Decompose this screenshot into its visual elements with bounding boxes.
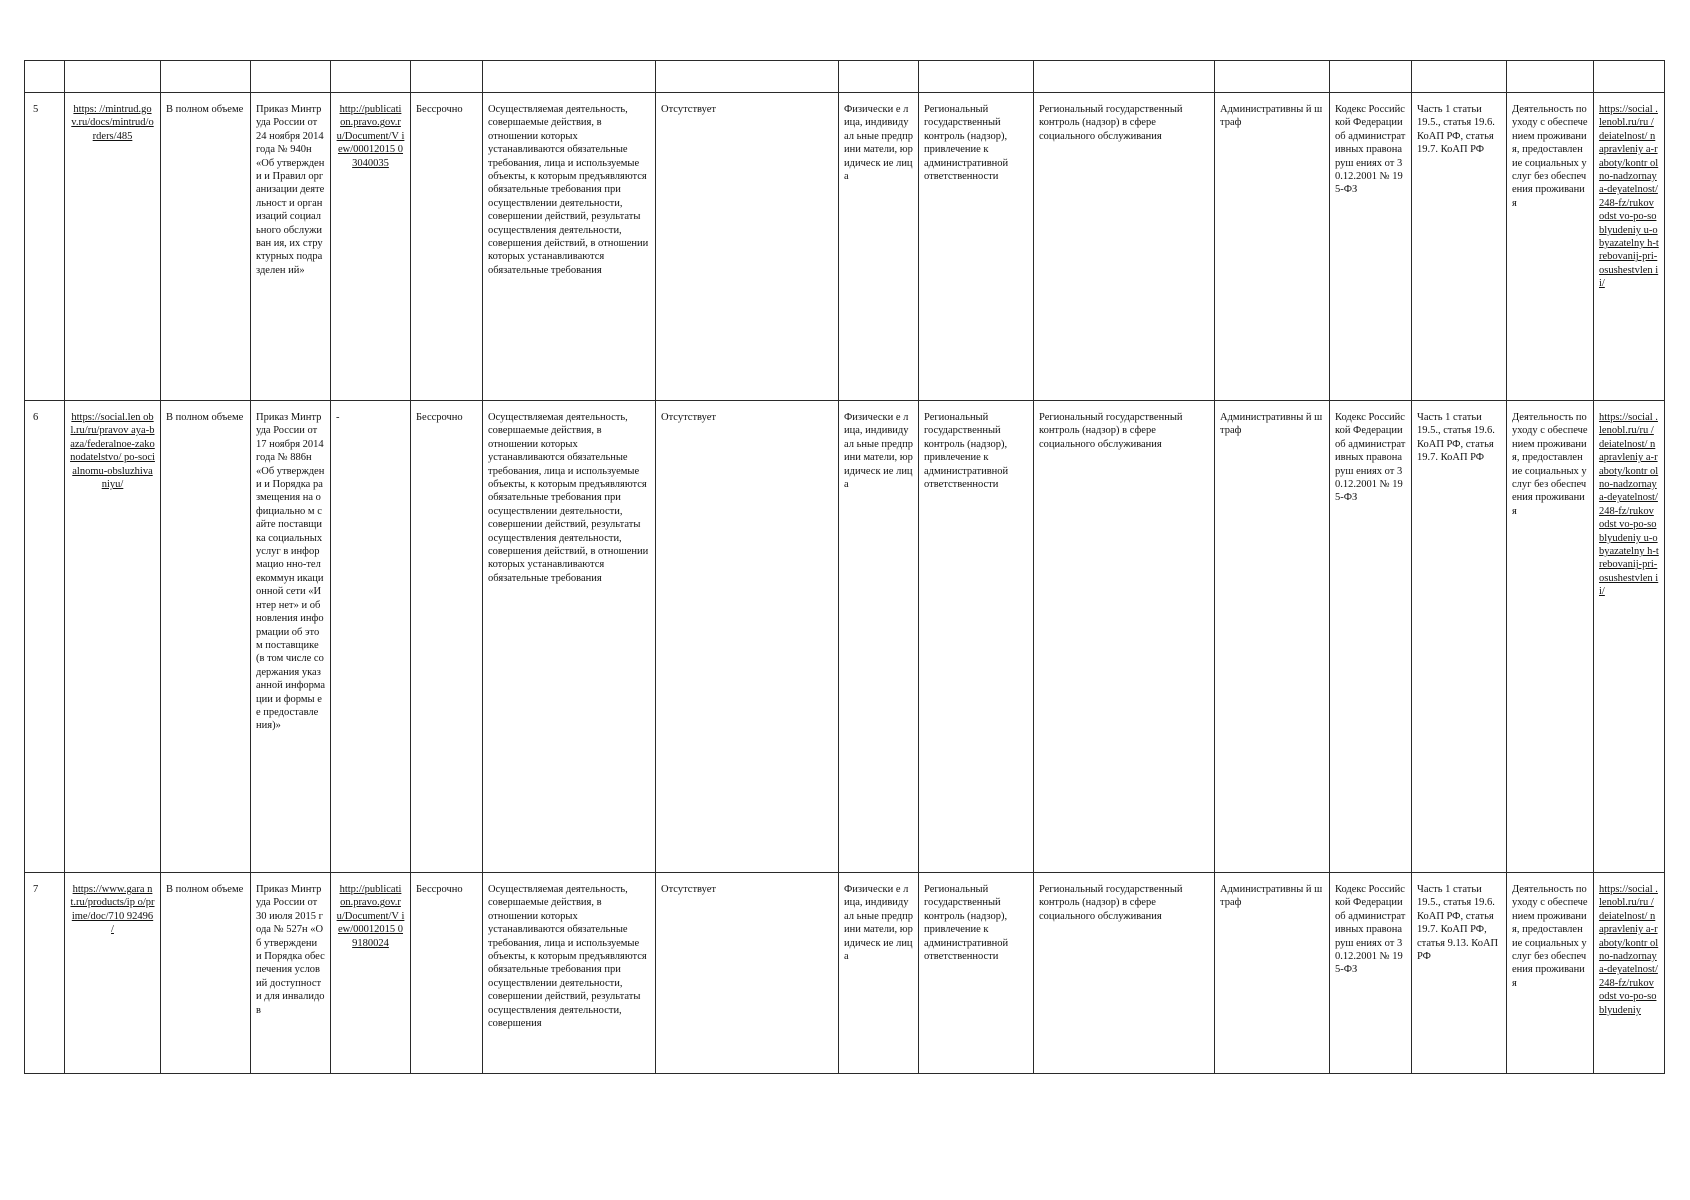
publication-link[interactable]: http://publicati on.pravo.gov.r u/Document/V iew/00012015 03040035 <box>336 104 405 169</box>
header-cell <box>65 61 161 93</box>
term-cell: Бессрочно <box>411 401 483 873</box>
header-cell <box>161 61 251 93</box>
header-cell <box>483 61 656 93</box>
code-cell: Кодекс Российской Федерации об администрат ивных правонаруш ениях от 30.12.2001 № 195-ФЗ <box>1330 401 1412 873</box>
document-cell: Приказ Минтруда России от 17 ноября 2014 года № 886н «Об утверждени и Порядка размещения на официально м сайте поставщика социальных услуг в информацио нно-телекоммун икационной сети «Интер нет» и обновления информации об этом поставщике (в том числе содержания указанной информации и формы ее предоставле ния)» <box>251 401 331 873</box>
link-cell <box>65 401 161 873</box>
header-cell <box>411 61 483 93</box>
scope-cell: В полном объеме <box>161 93 251 401</box>
absent-cell: Отсутствует <box>656 93 839 401</box>
penalty-cell: Административны й штраф <box>1215 401 1330 873</box>
control-type-cell: Региональный государственный контроль (надзор), привлечение к административной ответственности <box>919 401 1034 873</box>
object-cell: Осуществляемая деятельность, совершаемые действия, в отношении которых устанавливаются обязательные требования, лица и используемые объекты, к которым предъявляются обязательные требования при осуществлении деятельности, совершении действий, результаты осуществления деятельности, совершения действий, в отношении которых устанавливаются обязательные требования <box>483 93 656 401</box>
publication-cell: - <box>331 401 411 873</box>
document-sheet <box>24 60 1664 1074</box>
table-row <box>25 93 1665 401</box>
source-link[interactable]: https://social.len obl.ru/ru/pravov aya-baza/federalnoe-zakonodatelstvo/ po-socialnomu-obsluzhivaniyu/ <box>70 412 155 491</box>
row-number: 6 <box>25 401 65 873</box>
guide-link[interactable]: https://social .lenobl.ru/ru /deiatelnost/ napravleniy a-raboty/kontr olno-nadzornaya-deyatelnost/ 248-fz/rukovodst vo-po-soblyudeniy <box>1599 884 1659 1016</box>
header-cell <box>25 61 65 93</box>
link-cell <box>65 93 161 401</box>
term-cell: Бессрочно <box>411 873 483 1074</box>
article-cell: Часть 1 статьи 19.5., статья 19.6. КоАП РФ, статья 19.7. КоАП РФ <box>1412 93 1507 401</box>
object-cell: Осуществляемая деятельность, совершаемые действия, в отношении которых устанавливаются обязательные требования, лица и используемые объекты, к которым предъявляются обязательные требования при осуществлении деятельности, совершении действий, результаты осуществления деятельности, совершения действий, в отношении которых устанавливаются обязательные требования <box>483 401 656 873</box>
absent-cell: Отсутствует <box>656 873 839 1074</box>
term-cell: Бессрочно <box>411 93 483 401</box>
activity-cell: Деятельность по уходу с обеспечением проживания, предоставлен ие социальных услуг без обеспечения проживания <box>1507 873 1594 1074</box>
guide-cell <box>1594 93 1665 401</box>
scope-cell: В полном объеме <box>161 401 251 873</box>
guide-link[interactable]: https://social .lenobl.ru/ru /deiatelnost/ napravleniy a-raboty/kontr olno-nadzornaya-deyatelnost/ 248-fz/rukovodst vo-po-soblyudeniy u-obyazatelny h-trebovanij-pri-osushestvlen ii/ <box>1599 412 1659 598</box>
header-cell <box>1594 61 1665 93</box>
source-link[interactable]: https: //mintrud.gov.ru/docs/mintrud/orders/485 <box>71 104 154 142</box>
header-cell <box>1507 61 1594 93</box>
absent-cell: Отсутствует <box>656 401 839 873</box>
control-type-cell: Региональный государственный контроль (надзор), привлечение к административной ответственности <box>919 93 1034 401</box>
header-cell <box>331 61 411 93</box>
row-number: 5 <box>25 93 65 401</box>
row-number: 7 <box>25 873 65 1074</box>
control-name-cell: Региональный государственный контроль (надзор) в сфере социального обслуживания <box>1034 93 1215 401</box>
publication-cell <box>331 93 411 401</box>
publication-cell <box>331 873 411 1074</box>
header-cell <box>1412 61 1507 93</box>
control-name-cell: Региональный государственный контроль (надзор) в сфере социального обслуживания <box>1034 401 1215 873</box>
subjects-cell: Физически е лица, индивидуал ьные предприни матели, юридическ ие лица <box>839 93 919 401</box>
subjects-cell: Физически е лица, индивидуал ьные предприни матели, юридическ ие лица <box>839 873 919 1074</box>
code-cell: Кодекс Российской Федерации об администрат ивных правонаруш ениях от 30.12.2001 № 195-ФЗ <box>1330 873 1412 1074</box>
scope-cell: В полном объеме <box>161 873 251 1074</box>
code-cell: Кодекс Российской Федерации об администрат ивных правонаруш ениях от 30.12.2001 № 195-ФЗ <box>1330 93 1412 401</box>
article-cell: Часть 1 статьи 19.5., статья 19.6. КоАП РФ, статья 19.7. КоАП РФ <box>1412 401 1507 873</box>
penalty-cell: Административны й штраф <box>1215 93 1330 401</box>
object-cell: Осуществляемая деятельность, совершаемые действия, в отношении которых устанавливаются обязательные требования, лица и используемые объекты, к которым предъявляются обязательные требования при осуществлении деятельности, совершении действий, результаты осуществления деятельности, совершения <box>483 873 656 1074</box>
header-cell <box>1215 61 1330 93</box>
header-cell <box>251 61 331 93</box>
control-name-cell: Региональный государственный контроль (надзор) в сфере социального обслуживания <box>1034 873 1215 1074</box>
guide-cell <box>1594 873 1665 1074</box>
activity-cell: Деятельность по уходу с обеспечением проживания, предоставлен ие социальных услуг без обеспечения проживания <box>1507 93 1594 401</box>
header-cell <box>656 61 839 93</box>
table-row <box>25 401 1665 873</box>
link-cell <box>65 873 161 1074</box>
header-cell <box>839 61 919 93</box>
document-cell: Приказ Минтруда России от 24 ноября 2014 года № 940н «Об утверждени и Правил организации деятельност и организаций социального обслуживан ия, их структурных подразделен ий» <box>251 93 331 401</box>
header-cell <box>1330 61 1412 93</box>
document-cell: Приказ Минтруда России от 30 июля 2015 года № 527н «Об утверждени и Порядка обеспечения условий доступности для инвалидов <box>251 873 331 1074</box>
publication-link[interactable]: http://publicati on.pravo.gov.r u/Document/V iew/00012015 09180024 <box>336 884 405 949</box>
control-type-cell: Региональный государственный контроль (надзор), привлечение к административной ответственности <box>919 873 1034 1074</box>
source-link[interactable]: https://www.gara nt.ru/products/ip o/prime/doc/710 92496 / <box>70 884 155 936</box>
table-row <box>25 873 1665 1074</box>
header-cell <box>919 61 1034 93</box>
table-header-row <box>25 61 1665 93</box>
guide-cell <box>1594 401 1665 873</box>
header-cell <box>1034 61 1215 93</box>
activity-cell: Деятельность по уходу с обеспечением проживания, предоставлен ие социальных услуг без обеспечения проживания <box>1507 401 1594 873</box>
requirements-table <box>24 60 1665 1074</box>
guide-link[interactable]: https://social .lenobl.ru/ru /deiatelnost/ napravleniy a-raboty/kontr olno-nadzornaya-deyatelnost/ 248-fz/rukovodst vo-po-soblyudeniy u-obyazatelny h-trebovanij-pri-osushestvlen ii/ <box>1599 104 1659 290</box>
article-cell: Часть 1 статьи 19.5., статья 19.6. КоАП РФ, статья 19.7. КоАП РФ, статья 9.13. КоАП РФ <box>1412 873 1507 1074</box>
subjects-cell: Физически е лица, индивидуал ьные предприни матели, юридическ ие лица <box>839 401 919 873</box>
penalty-cell: Административны й штраф <box>1215 873 1330 1074</box>
